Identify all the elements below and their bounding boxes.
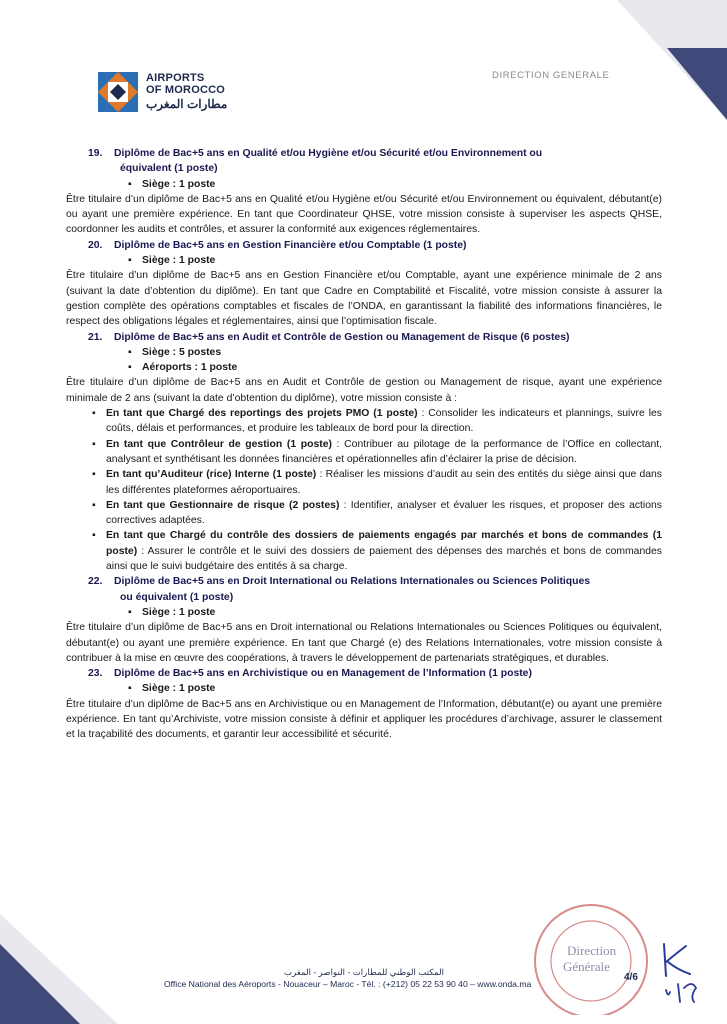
document-body [66, 146, 662, 743]
sub-item: ▪ Siège : 5 postes [128, 346, 222, 358]
section-heading-21: 21. Diplôme de Bac+5 ans en Audit et Contrôle de Gestion ou Management de Risque (6 postes) [88, 331, 570, 343]
logo-text-line1: AIRPORTS [146, 72, 205, 85]
section-heading-20: 20. Diplôme de Bac+5 ans en Gestion Financière et/ou Comptable (1 poste) [88, 239, 467, 251]
logo-icon [96, 70, 140, 114]
section-text-23: Être titulaire d’un diplôme de Bac+5 ans en Archivistique ou en Management de l’Information, débutant(e) ou ayant une première expérience. En tant qu’Archiviste, votre mission consiste à définir et appliquer les procédures d’archivage, assurer le classement et la traçabilité des documents, et garantir leur accessibilité et sécurité. [66, 698, 662, 741]
stamp-line1: Direction [567, 943, 617, 958]
list-item: ▪ En tant que Chargé du contrôle des dossiers de paiements engagés par marchés et bons de commandes (1 poste) : Assurer le contrôle et le suivi des dossiers de paiement des dépenses des marchés et bons de commandes ainsi que le suivi budgétaire des entités à sa charge. [92, 530, 662, 573]
section-text-21: Être titulaire d’un diplôme de Bac+5 ans en Audit et Contrôle de gestion ou Management de risque, ayant une expérience minimale de 2 ans (suivant la date d’obtention du diplôme), votre mission consiste à : [66, 377, 662, 404]
sub-item: ▪ Aéroports : 1 poste [128, 362, 238, 374]
page-number: 4/6 [624, 972, 638, 983]
airports-of-morocco-logo [96, 70, 227, 114]
list-item: ▪ En tant que Gestionnaire de risque (2 postes) : Identifier, analyser et évaluer les risques, et proposer des actions correctives adaptées. [92, 499, 662, 527]
footer [164, 966, 564, 990]
footer-arabic: المكتب الوطني للمطارات - النواصر - المغرب [284, 967, 444, 977]
logo-text-line2: OF MOROCCO [146, 83, 225, 96]
handwritten-initials [656, 940, 704, 1006]
stamp-line2: Générale [563, 959, 610, 974]
sub-item: ▪ Siège : 1 poste [128, 683, 216, 695]
official-stamp [517, 895, 657, 1015]
section-heading-19: 19. Diplôme de Bac+5 ans en Qualité et/ou Hygiène et/ou Sécurité et/ou Environnement ou [88, 148, 543, 159]
section-text-19: Être titulaire d’un diplôme de Bac+5 ans en Qualité et/ou Hygiène et/ou Sécurité et/ou Environnement ou équivalent, débutant(e) ou ayant une première expérience. En tant que Coordinateur QHSE, votre mission consiste à superviser les aspects QHSE, coordonner les audits et contrôles, et assurer la conformité aux exigences réglementaires. [66, 193, 662, 236]
section-text-20: Être titulaire d’un diplôme de Bac+5 ans en Gestion Financière et/ou Comptable, ayant une expérience minimale de 2 ans (suivant la date d’obtention du diplôme). En tant que Cadre en Comptabilité et Fiscalité, votre mission consiste à assurer la gestion complète des opérations comptables et fiscales de l’ONDA, en garantissant la fiabilité des informations financières, le respect des obligations légales et réglementaires, ainsi que l’optimisation fiscale. [66, 270, 662, 328]
sub-item: ▪ Siège : 1 poste [128, 178, 216, 190]
corner-decoration-top [597, 0, 727, 120]
sub-item: ▪ Siège : 1 poste [128, 255, 216, 267]
section-heading-19-cont: équivalent (1 poste) [120, 163, 218, 175]
list-item: ▪ En tant que Contrôleur de gestion (1 poste) : Contribuer au pilotage de la performance de l’Office en collectant, analysant et synthétisant les données financières et opérationnelles afin d’éclairer la prise de décision. [92, 438, 662, 465]
footer-address: Office National des Aéroports - Nouaceur – Maroc - Tél. : (+212) 05 22 53 90 40 – www.onda.ma [164, 979, 532, 989]
list-item: ▪ En tant qu’Auditeur (rice) Interne (1 poste) : Réaliser les missions d’audit au sein des entités du siège ainsi que dans les différentes plateformes aéroportuaires. [92, 469, 662, 496]
list-item: ▪ En tant que Chargé des reportings des projets PMO (1 poste) : Consolider les indicateurs et plannings, suivre les coûts, délais et performances, et produire les tableaux de bord pour la direction. [92, 408, 662, 435]
corner-decoration-bottom [0, 914, 120, 1024]
section-heading-23: 23. Diplôme de Bac+5 ans en Archivistique ou en Management de l’Information (1 poste) [88, 668, 532, 680]
logo-text-arabic: مطارات المغرب [146, 97, 228, 112]
sub-item: ▪ Siège : 1 poste [128, 606, 216, 618]
section-heading-22-cont: ou équivalent (1 poste) [120, 591, 234, 603]
section-text-22: Être titulaire d’un diplôme de Bac+5 ans en Droit international ou Relations Internationales ou Sciences Politiques ou équivalent, débutant(e) ou ayant une première expérience. En tant que Chargé (e) des Relations Internationales, votre mission consiste à contribuer à la mise en œuvre des coopérations, à travers le développement de partenariats stratégiques, et durables. [66, 622, 662, 664]
direction-label: DIRECTION GENERALE [492, 70, 610, 81]
section-heading-22: 22. Diplôme de Bac+5 ans en Droit International ou Relations Internationales ou Sciences Politiques [88, 576, 591, 588]
